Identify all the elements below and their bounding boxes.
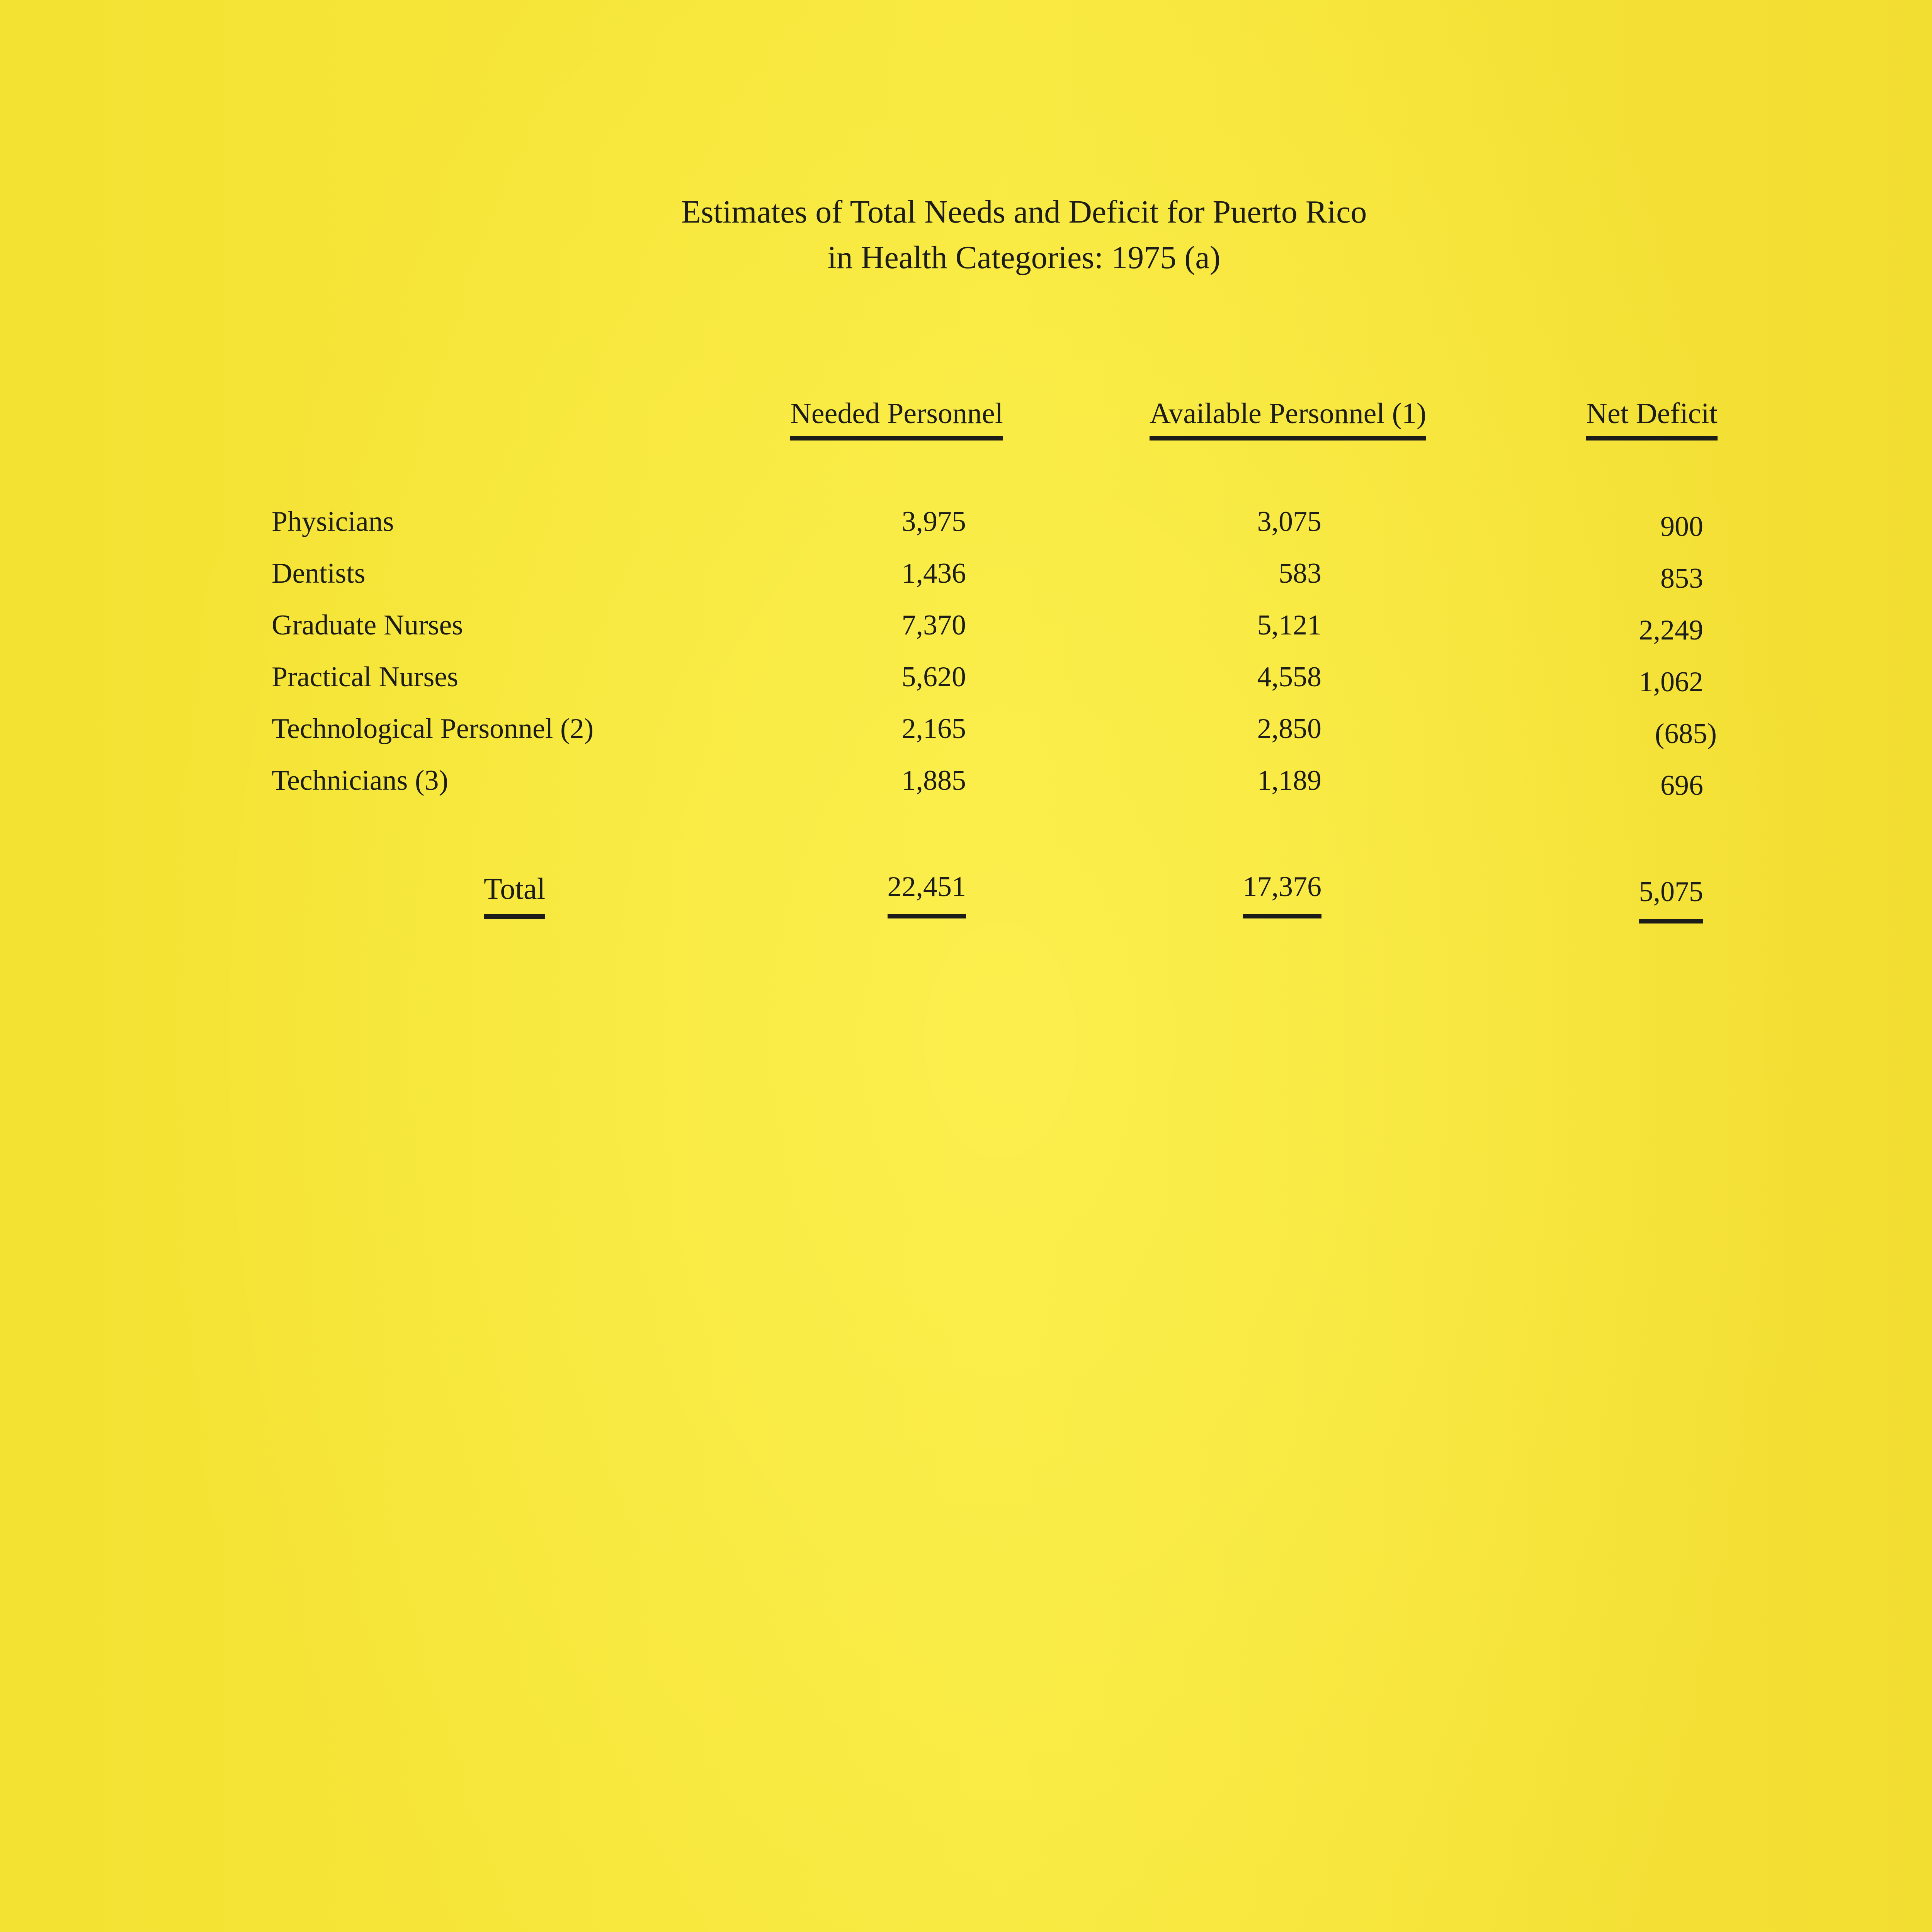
cell-available: 3,075 bbox=[1257, 506, 1321, 537]
row-label: Physicians bbox=[272, 506, 394, 537]
total-needed: 22,451 bbox=[888, 867, 966, 918]
cell-needed: 1,436 bbox=[901, 558, 966, 589]
cell-needed: 2,165 bbox=[901, 713, 966, 745]
cell-available: 1,189 bbox=[1257, 765, 1321, 796]
total-available: 17,376 bbox=[1243, 867, 1322, 918]
column-header-needed: Needed Personnel bbox=[790, 394, 1003, 440]
title-line-1: Estimates of Total Needs and Deficit for Puerto Rico bbox=[681, 194, 1367, 230]
column-header-deficit: Net Deficit bbox=[1586, 394, 1718, 440]
row-label: Graduate Nurses bbox=[272, 609, 463, 641]
cell-deficit: 853 bbox=[1660, 563, 1703, 594]
row-label: Technological Personnel (2) bbox=[272, 713, 594, 745]
cell-available: 2,850 bbox=[1257, 713, 1321, 745]
cell-deficit: (685) bbox=[1655, 718, 1717, 750]
cell-needed: 5,620 bbox=[901, 661, 966, 693]
cell-deficit: 696 bbox=[1660, 770, 1703, 801]
total-deficit: 5,075 bbox=[1639, 872, 1704, 923]
row-label: Technicians (3) bbox=[272, 765, 449, 796]
cell-deficit: 2,249 bbox=[1639, 614, 1703, 646]
title-line-2: in Health Categories: 1975 (a) bbox=[827, 240, 1221, 276]
cell-needed: 7,370 bbox=[901, 609, 966, 641]
total-label: Total bbox=[484, 869, 545, 919]
cell-deficit: 1,062 bbox=[1639, 666, 1703, 698]
cell-available: 5,121 bbox=[1257, 609, 1321, 641]
row-label: Practical Nurses bbox=[272, 661, 458, 693]
cell-needed: 3,975 bbox=[901, 506, 966, 537]
column-header-available: Available Personnel (1) bbox=[1150, 394, 1426, 440]
cell-available: 583 bbox=[1279, 558, 1321, 589]
row-label: Dentists bbox=[272, 558, 366, 589]
cell-deficit: 900 bbox=[1660, 511, 1703, 543]
page-title bbox=[560, 189, 1488, 281]
cell-needed: 1,885 bbox=[901, 765, 966, 796]
cell-available: 4,558 bbox=[1257, 661, 1321, 693]
